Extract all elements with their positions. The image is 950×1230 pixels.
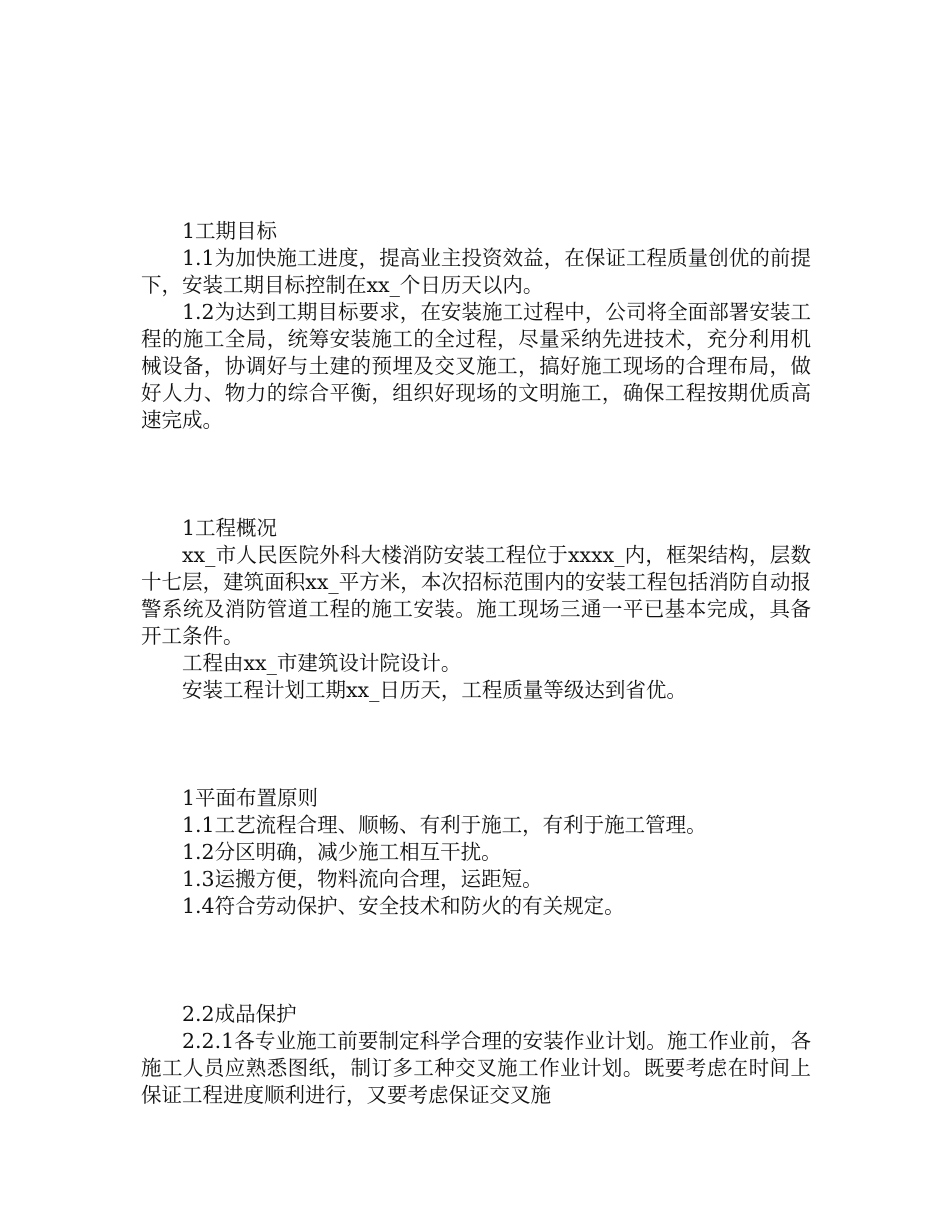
paragraph: 1.4符合劳动保护、安全技术和防火的有关规定。	[182, 894, 625, 918]
section-heading: 1平面布置原则	[182, 786, 319, 810]
section-spacer	[141, 920, 811, 1001]
section-heading: 1工程概况	[182, 516, 278, 540]
paragraph: 1.2为达到工期目标要求，在安装施工过程中，公司将全面部署安装工程的施工全局，统筹安装施工的全过程，尽量采纳先进技术，充分利用机械设备，协调好与土建的预埋及交叉施工，搞好施工现场的合理布局，做好人力、物力的综合平衡，组织好现场的文明施工，确保工程按期优质高速完成。	[141, 300, 811, 432]
section-layout-principles	[141, 785, 811, 920]
paragraph: 安装工程计划工期xx_日历天，工程质量等级达到省优。	[182, 678, 687, 702]
section-spacer	[141, 704, 811, 785]
section-schedule-goal	[141, 218, 811, 434]
section-heading: 2.2成品保护	[182, 1002, 297, 1026]
section-finished-product-protection	[141, 1001, 811, 1109]
paragraph: 1.3运搬方便，物料流向合理，运距短。	[182, 867, 543, 891]
paragraph: 1.2分区明确，减少施工相互干扰。	[182, 840, 502, 864]
section-heading: 1工期目标	[182, 219, 278, 243]
paragraph: 工程由xx_市建筑设计院设计。	[182, 651, 462, 675]
document-body	[141, 218, 811, 1109]
paragraph: 2.2.1各专业施工前要制定科学合理的安装作业计划。施工作业前，各施工人员应熟悉图纸，制订多工种交叉施工作业计划。既要考虑在时间上保证工程进度顺利进行，又要考虑保证交叉施	[141, 1029, 811, 1107]
paragraph: 1.1工艺流程合理、顺畅、有利于施工，有利于施工管理。	[182, 813, 707, 837]
section-project-overview	[141, 515, 811, 704]
paragraph: 1.1为加快施工进度，提高业主投资效益，在保证工程质量创优的前提下，安装工期目标控制在xx_个日历天以内。	[141, 246, 811, 297]
section-spacer	[141, 434, 811, 515]
paragraph: xx_市人民医院外科大楼消防安装工程位于xxxx_内，框架结构，层数十七层，建筑面积xx_平方米，本次招标范围内的安装工程包括消防自动报警系统及消防管道工程的施工安装。施工现场三通一平已基本完成，具备开工条件。	[141, 543, 811, 648]
